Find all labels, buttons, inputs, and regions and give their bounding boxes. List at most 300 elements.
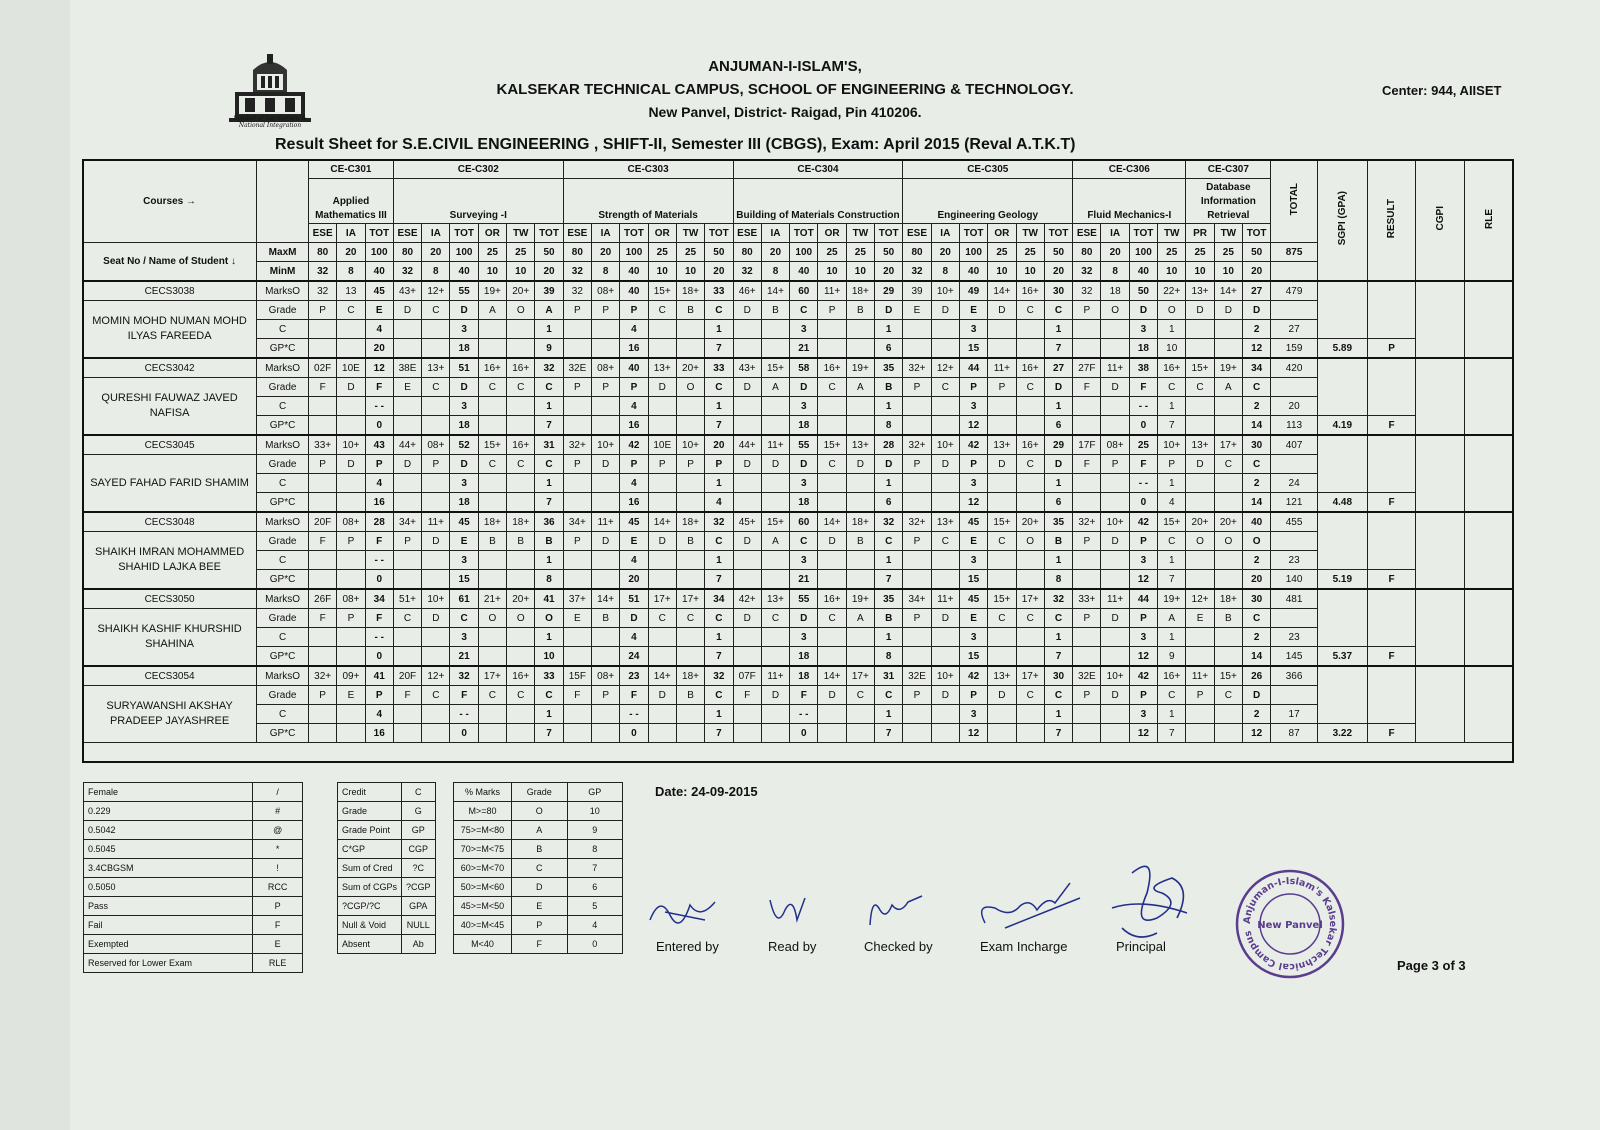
mark-cell: 24 bbox=[620, 647, 648, 667]
mark-cell bbox=[1073, 705, 1101, 724]
mark-cell bbox=[846, 705, 874, 724]
row-label: MarksO bbox=[257, 666, 309, 686]
mark-cell: O bbox=[507, 301, 535, 320]
result-cell bbox=[1367, 281, 1416, 339]
mark-cell: 18+ bbox=[676, 666, 704, 686]
mark-cell: C bbox=[676, 609, 704, 628]
mark-cell bbox=[818, 339, 846, 359]
mark-cell: C bbox=[1016, 686, 1044, 705]
legend-cell: M>=80 bbox=[454, 802, 512, 821]
mark-cell: 09+ bbox=[337, 666, 365, 686]
mark-cell: 18+ bbox=[507, 512, 535, 532]
mark-cell bbox=[563, 474, 591, 493]
max-marks-row bbox=[83, 243, 1514, 262]
mark-cell: 20F bbox=[393, 666, 421, 686]
mark-cell: 14+ bbox=[648, 512, 676, 532]
read-by-label: Read by bbox=[768, 939, 817, 954]
mark-cell bbox=[1016, 416, 1044, 436]
mark-cell: D bbox=[875, 455, 903, 474]
mark-cell bbox=[1016, 628, 1044, 647]
mark-cell bbox=[931, 724, 959, 743]
mark-cell bbox=[931, 493, 959, 513]
mark-cell: 32E bbox=[903, 666, 931, 686]
legend-cell: P bbox=[253, 897, 303, 916]
mark-cell: 13 bbox=[337, 281, 365, 301]
mark-cell bbox=[931, 551, 959, 570]
mark-cell: F bbox=[733, 686, 761, 705]
legend-cell: ?CGP bbox=[402, 878, 436, 897]
mark-cell: 19+ bbox=[1214, 358, 1242, 378]
legend-cell: 10 bbox=[567, 802, 622, 821]
mark-cell bbox=[1101, 647, 1129, 667]
mark-cell bbox=[308, 339, 336, 359]
mark-cell: 40 bbox=[620, 281, 648, 301]
mark-cell: D bbox=[733, 301, 761, 320]
min-mark: 32 bbox=[1073, 262, 1101, 282]
mark-cell: 6 bbox=[875, 339, 903, 359]
mark-cell: 15 bbox=[959, 570, 987, 590]
row-label: C bbox=[257, 397, 309, 416]
mark-cell: 42 bbox=[959, 666, 987, 686]
sub-column-label: PR bbox=[1186, 224, 1214, 243]
sub-column-label: TW bbox=[846, 224, 874, 243]
mark-cell bbox=[676, 705, 704, 724]
mark-cell: 3 bbox=[1129, 628, 1157, 647]
legend-cell: 8 bbox=[567, 840, 622, 859]
checked-by-signature-icon bbox=[862, 890, 932, 935]
mark-cell: F bbox=[365, 378, 393, 397]
mark-cell: P bbox=[563, 532, 591, 551]
mark-cell: D bbox=[818, 686, 846, 705]
max-mark: 100 bbox=[365, 243, 393, 262]
max-mark: 25 bbox=[988, 243, 1016, 262]
mark-cell: 20+ bbox=[507, 281, 535, 301]
sgpi-cell bbox=[1317, 435, 1367, 493]
legend-cell: GPA bbox=[402, 897, 436, 916]
mark-cell bbox=[1214, 551, 1242, 570]
mark-cell: 17+ bbox=[1214, 435, 1242, 455]
legend-symbols bbox=[83, 782, 303, 973]
mark-cell: 51 bbox=[450, 358, 478, 378]
mark-cell: 55 bbox=[790, 589, 818, 609]
sub-column-label: TW bbox=[676, 224, 704, 243]
mark-cell bbox=[478, 647, 506, 667]
entered-by-signature-icon bbox=[645, 890, 725, 935]
mark-cell bbox=[1101, 705, 1129, 724]
mark-cell: 28 bbox=[365, 512, 393, 532]
mark-cell bbox=[818, 570, 846, 590]
mark-cell: E bbox=[563, 609, 591, 628]
mark-cell bbox=[592, 724, 620, 743]
mark-cell: 23 bbox=[1271, 551, 1318, 570]
mark-cell bbox=[507, 416, 535, 436]
mark-cell: 1 bbox=[1158, 320, 1186, 339]
college-stamp-icon bbox=[1234, 868, 1346, 980]
mark-cell: 16+ bbox=[818, 358, 846, 378]
legend-cell: * bbox=[253, 840, 303, 859]
min-marks-row bbox=[83, 262, 1514, 282]
mark-cell: D bbox=[620, 609, 648, 628]
mark-cell bbox=[563, 647, 591, 667]
mark-cell bbox=[903, 551, 931, 570]
mark-cell bbox=[393, 551, 421, 570]
mark-cell: D bbox=[592, 455, 620, 474]
course-code: CE-C305 bbox=[903, 160, 1073, 179]
mark-cell: 7 bbox=[875, 570, 903, 590]
mark-cell: C bbox=[422, 686, 450, 705]
sub-column-label: ESE bbox=[308, 224, 336, 243]
mark-cell: P bbox=[1101, 455, 1129, 474]
student-row bbox=[83, 301, 1514, 320]
mark-cell: 36 bbox=[535, 512, 563, 532]
student-row bbox=[83, 474, 1514, 493]
mark-cell: 6 bbox=[875, 493, 903, 513]
mark-cell bbox=[1186, 320, 1214, 339]
mark-cell: 1 bbox=[535, 551, 563, 570]
mark-cell: B bbox=[478, 532, 506, 551]
mark-cell: 21+ bbox=[478, 589, 506, 609]
max-mark: 25 bbox=[846, 243, 874, 262]
course-name: Strength of Materials bbox=[563, 179, 733, 224]
mark-cell: 3 bbox=[959, 474, 987, 493]
min-mark: 8 bbox=[931, 262, 959, 282]
mark-cell: D bbox=[1101, 686, 1129, 705]
mark-cell: P bbox=[308, 455, 336, 474]
legend-cell: Grade bbox=[338, 802, 402, 821]
row-label: C bbox=[257, 474, 309, 493]
mark-cell bbox=[903, 320, 931, 339]
mark-cell bbox=[648, 705, 676, 724]
sgpi-value: 4.19 bbox=[1317, 416, 1367, 436]
max-mark: 80 bbox=[1073, 243, 1101, 262]
mark-cell bbox=[676, 570, 704, 590]
mark-cell: 7 bbox=[535, 724, 563, 743]
mark-cell: A bbox=[1158, 609, 1186, 628]
mark-cell bbox=[846, 320, 874, 339]
mark-cell: 7 bbox=[1044, 647, 1072, 667]
mark-cell: 3 bbox=[450, 320, 478, 339]
mark-cell: 37+ bbox=[563, 589, 591, 609]
mark-cell bbox=[507, 474, 535, 493]
min-mark: 10 bbox=[1214, 262, 1242, 282]
student-row bbox=[83, 378, 1514, 397]
legend-row bbox=[454, 878, 623, 897]
mark-cell bbox=[308, 647, 336, 667]
mark-cell: C bbox=[1158, 686, 1186, 705]
cgpi-label-text: CGPI bbox=[1434, 206, 1446, 231]
mark-cell: 43 bbox=[365, 435, 393, 455]
legend-cell: ?CGP/?C bbox=[338, 897, 402, 916]
sub-column-label: IA bbox=[337, 224, 365, 243]
mark-cell: P bbox=[959, 455, 987, 474]
mark-cell bbox=[1073, 397, 1101, 416]
mark-cell: 11+ bbox=[1101, 589, 1129, 609]
mark-cell: - - bbox=[365, 397, 393, 416]
max-mark: 20 bbox=[592, 243, 620, 262]
mark-cell: 39 bbox=[903, 281, 931, 301]
mark-cell bbox=[308, 320, 336, 339]
mark-cell bbox=[931, 705, 959, 724]
legend-cell: Ab bbox=[402, 935, 436, 954]
mark-cell: F bbox=[365, 532, 393, 551]
mark-cell: C bbox=[1044, 301, 1072, 320]
mark-cell: C bbox=[1016, 378, 1044, 397]
mark-cell: P bbox=[365, 686, 393, 705]
mark-cell: B bbox=[761, 301, 789, 320]
mark-cell: 32E bbox=[1073, 666, 1101, 686]
mark-cell bbox=[1073, 416, 1101, 436]
legend-header-cell: Grade bbox=[511, 783, 567, 802]
mark-cell bbox=[846, 474, 874, 493]
legend-header-cell: % Marks bbox=[454, 783, 512, 802]
mark-cell: 23 bbox=[1271, 628, 1318, 647]
mark-cell bbox=[931, 397, 959, 416]
result-value: F bbox=[1367, 570, 1416, 590]
mark-cell bbox=[563, 493, 591, 513]
mark-cell: 29 bbox=[1044, 435, 1072, 455]
mark-cell bbox=[818, 551, 846, 570]
mark-cell bbox=[393, 320, 421, 339]
total-label bbox=[1271, 160, 1318, 243]
mark-cell: 10+ bbox=[337, 435, 365, 455]
mark-cell: 20+ bbox=[1016, 512, 1044, 532]
mark-cell: 21 bbox=[450, 647, 478, 667]
student-row bbox=[83, 686, 1514, 705]
mark-cell: 11+ bbox=[592, 512, 620, 532]
legend-grades bbox=[453, 782, 623, 954]
course-name: Building of Materials Construction bbox=[733, 179, 903, 224]
mark-cell: 12+ bbox=[422, 281, 450, 301]
mark-cell: C bbox=[705, 301, 733, 320]
sub-column-label: IA bbox=[422, 224, 450, 243]
legend-cell: F bbox=[253, 916, 303, 935]
mark-cell: 15+ bbox=[988, 589, 1016, 609]
mark-cell bbox=[1016, 397, 1044, 416]
student-row bbox=[83, 532, 1514, 551]
legend-cell: 60>=M<70 bbox=[454, 859, 512, 878]
max-mark: 50 bbox=[1242, 243, 1270, 262]
mark-cell: C bbox=[790, 301, 818, 320]
mark-cell: 32+ bbox=[903, 435, 931, 455]
mark-cell: P bbox=[620, 455, 648, 474]
sub-column-label: TOT bbox=[535, 224, 563, 243]
mark-cell bbox=[761, 320, 789, 339]
legend-cell: 0.5042 bbox=[84, 821, 253, 840]
mark-cell: P bbox=[592, 378, 620, 397]
mark-cell: 10+ bbox=[1101, 666, 1129, 686]
mark-cell: - - bbox=[365, 551, 393, 570]
min-mark: 10 bbox=[676, 262, 704, 282]
mark-cell: P bbox=[959, 378, 987, 397]
mark-cell: 18 bbox=[1101, 281, 1129, 301]
mark-cell bbox=[563, 551, 591, 570]
rle-cell bbox=[1465, 512, 1514, 589]
mark-cell: C bbox=[1158, 378, 1186, 397]
student-row bbox=[83, 416, 1514, 436]
mark-cell: 13+ bbox=[422, 358, 450, 378]
mark-cell bbox=[507, 320, 535, 339]
mark-cell: 17+ bbox=[846, 666, 874, 686]
mark-cell bbox=[1016, 320, 1044, 339]
legend-cell: A bbox=[511, 821, 567, 840]
mark-cell: 407 bbox=[1271, 435, 1318, 455]
mark-cell: 21 bbox=[790, 339, 818, 359]
mark-cell: 13+ bbox=[1186, 435, 1214, 455]
mark-cell: 18 bbox=[790, 666, 818, 686]
mark-cell: 26F bbox=[308, 589, 336, 609]
mark-cell bbox=[818, 705, 846, 724]
max-mark: 20 bbox=[422, 243, 450, 262]
mark-cell bbox=[592, 474, 620, 493]
mark-cell: C bbox=[337, 301, 365, 320]
mark-cell bbox=[308, 724, 336, 743]
mark-cell: D bbox=[1044, 455, 1072, 474]
mark-cell: 34 bbox=[365, 589, 393, 609]
mark-cell: A bbox=[846, 378, 874, 397]
table-cell bbox=[1271, 262, 1318, 282]
mark-cell bbox=[1101, 724, 1129, 743]
min-mark: 10 bbox=[648, 262, 676, 282]
sub-column-label: IA bbox=[1101, 224, 1129, 243]
mark-cell bbox=[931, 647, 959, 667]
mark-cell bbox=[393, 570, 421, 590]
row-label: Grade bbox=[257, 301, 309, 320]
mark-cell bbox=[592, 570, 620, 590]
mark-cell bbox=[1214, 474, 1242, 493]
mark-cell: F bbox=[393, 686, 421, 705]
mark-cell: 35 bbox=[1044, 512, 1072, 532]
mark-cell: 10 bbox=[1158, 339, 1186, 359]
mark-cell bbox=[648, 570, 676, 590]
mark-cell: 16+ bbox=[507, 435, 535, 455]
mark-cell bbox=[733, 551, 761, 570]
legend-cell: 70>=M<75 bbox=[454, 840, 512, 859]
mark-cell: 2 bbox=[1242, 628, 1270, 647]
mark-cell: - - bbox=[1129, 397, 1157, 416]
mark-cell: 45 bbox=[365, 281, 393, 301]
mark-cell: E bbox=[450, 532, 478, 551]
mark-cell: 3 bbox=[790, 397, 818, 416]
mark-cell: 55 bbox=[450, 281, 478, 301]
course-name: Database Information Retrieval bbox=[1186, 179, 1271, 224]
mark-cell: 35 bbox=[875, 358, 903, 378]
mark-cell: 10+ bbox=[1158, 435, 1186, 455]
max-mark: 25 bbox=[478, 243, 506, 262]
mark-cell bbox=[648, 397, 676, 416]
mark-cell: 33 bbox=[705, 281, 733, 301]
mark-cell bbox=[903, 628, 931, 647]
sgpi-label-text: SGPI (GPA) bbox=[1336, 191, 1348, 246]
sub-column-label: ESE bbox=[733, 224, 761, 243]
mark-cell bbox=[903, 647, 931, 667]
mark-cell: F bbox=[450, 686, 478, 705]
mark-cell: P bbox=[393, 532, 421, 551]
mark-cell bbox=[988, 724, 1016, 743]
mark-cell bbox=[422, 320, 450, 339]
mark-cell: 1 bbox=[1044, 551, 1072, 570]
mark-cell bbox=[1214, 320, 1242, 339]
student-name: SHAIKH KASHIF KHURSHID SHAHINA bbox=[83, 609, 257, 667]
mark-cell: 32E bbox=[563, 358, 591, 378]
result-label bbox=[1367, 160, 1416, 282]
mark-cell bbox=[1073, 647, 1101, 667]
seat-number: CECS3048 bbox=[83, 512, 257, 532]
mark-cell: 15+ bbox=[761, 512, 789, 532]
mark-cell: 7 bbox=[705, 416, 733, 436]
mark-cell: P bbox=[959, 686, 987, 705]
mark-cell: F bbox=[1073, 455, 1101, 474]
mark-cell: C bbox=[818, 609, 846, 628]
mark-cell: 31 bbox=[535, 435, 563, 455]
mark-cell: 61 bbox=[450, 589, 478, 609]
legend-cell: E bbox=[511, 897, 567, 916]
mark-cell bbox=[507, 397, 535, 416]
mark-cell: 12 bbox=[1242, 339, 1270, 359]
legend-cell: B bbox=[511, 840, 567, 859]
mark-cell bbox=[733, 397, 761, 416]
mark-cell bbox=[761, 551, 789, 570]
mark-cell: 16+ bbox=[1016, 435, 1044, 455]
mark-cell: 34+ bbox=[903, 589, 931, 609]
sgpi-cell bbox=[1317, 666, 1367, 724]
mark-cell bbox=[592, 493, 620, 513]
mark-cell: 13+ bbox=[1186, 281, 1214, 301]
max-mark: 20 bbox=[337, 243, 365, 262]
mark-cell bbox=[563, 628, 591, 647]
min-mark: 20 bbox=[535, 262, 563, 282]
mark-cell: 8 bbox=[875, 647, 903, 667]
mark-cell: 7 bbox=[705, 724, 733, 743]
sub-column-label: IA bbox=[931, 224, 959, 243]
mark-cell: D bbox=[931, 301, 959, 320]
mark-cell bbox=[337, 416, 365, 436]
sub-column-label: TOT bbox=[1242, 224, 1270, 243]
mark-cell bbox=[1271, 455, 1318, 474]
mark-cell bbox=[733, 705, 761, 724]
mark-cell: 18 bbox=[450, 416, 478, 436]
mark-cell: C bbox=[648, 609, 676, 628]
result-value: F bbox=[1367, 493, 1416, 513]
mark-cell bbox=[337, 705, 365, 724]
sub-column-label: OR bbox=[988, 224, 1016, 243]
mark-cell: P bbox=[337, 609, 365, 628]
sgpi-value: 5.37 bbox=[1317, 647, 1367, 667]
mark-cell: C bbox=[422, 378, 450, 397]
mark-cell: E bbox=[337, 686, 365, 705]
mark-cell bbox=[422, 705, 450, 724]
mark-cell bbox=[1214, 397, 1242, 416]
mark-cell: 16 bbox=[620, 416, 648, 436]
student-row bbox=[83, 435, 1514, 455]
mark-cell: B bbox=[846, 301, 874, 320]
mark-cell: E bbox=[959, 609, 987, 628]
sub-column-label: TOT bbox=[365, 224, 393, 243]
legend-cell: E bbox=[253, 935, 303, 954]
legend-cell: Reserved for Lower Exam bbox=[84, 954, 253, 973]
mark-cell: 29 bbox=[875, 281, 903, 301]
mark-cell: 18 bbox=[1129, 339, 1157, 359]
issue-date: Date: 24-09-2015 bbox=[655, 784, 758, 799]
student-row bbox=[83, 609, 1514, 628]
mark-cell: 20+ bbox=[507, 589, 535, 609]
legend-cell: G bbox=[402, 802, 436, 821]
mark-cell: 13+ bbox=[931, 512, 959, 532]
mark-cell bbox=[393, 705, 421, 724]
mark-cell bbox=[846, 647, 874, 667]
mark-cell bbox=[846, 339, 874, 359]
legend-cell: ! bbox=[253, 859, 303, 878]
mark-cell bbox=[563, 320, 591, 339]
